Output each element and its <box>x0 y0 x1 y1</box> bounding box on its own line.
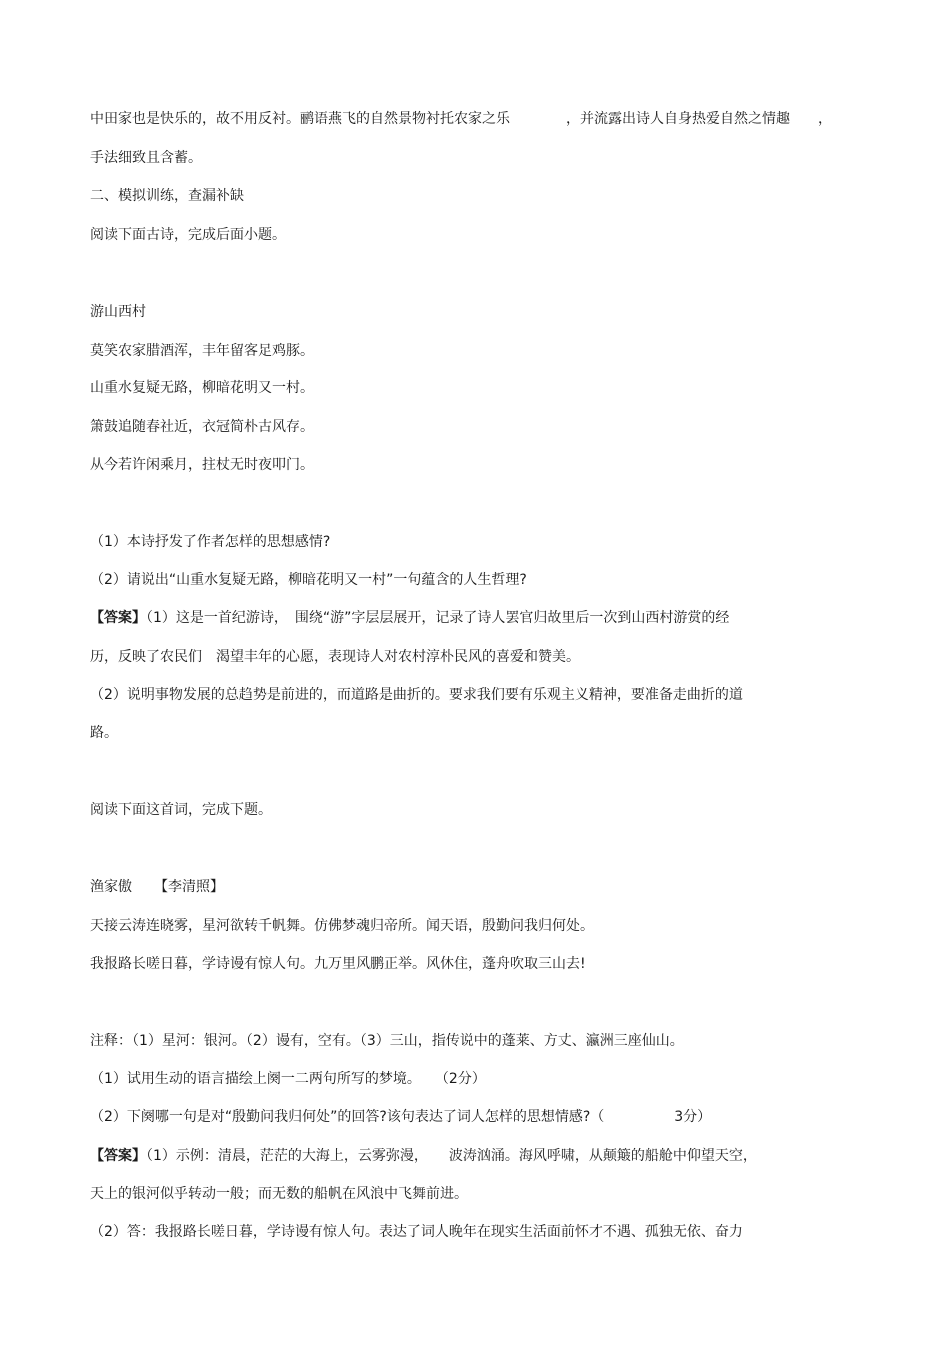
ci-line: 我报路长嗟日暮，学诗谩有惊人句。九万里风鹏正举。风休住，蓬舟吹取三山去! <box>90 956 586 972</box>
answer-line: 路。 <box>90 725 118 741</box>
question: （1）本诗抒发了作者怎样的思想感情? <box>90 534 331 550</box>
instruction: 阅读下面这首词，完成下题。 <box>90 802 272 818</box>
answer-label: 【答案】 <box>90 1148 146 1164</box>
answer-line: 历，反映了农民们 渴望丰年的心愿，表现诗人对农村淳朴民风的喜爱和赞美。 <box>90 649 580 665</box>
text-line: 中田家也是快乐的，故不用反衬。鹂语燕飞的自然景物衬托农家之乐 ，并流露出诗人自身热爱自然之情趣 ， <box>90 111 832 127</box>
ci-line: 天接云涛连晓雾，星河欲转千帆舞。仿佛梦魂归帝所。闻天语，殷勤问我归何处。 <box>90 918 594 934</box>
answer-line: 天上的银河似乎转动一般；而无数的船帆在风浪中飞舞前进。 <box>90 1186 468 1202</box>
answer-line <box>90 609 729 627</box>
answer-label: 【答案】 <box>90 610 146 626</box>
poem-line: 莫笑农家腊酒浑，丰年留客足鸡豚。 <box>90 343 314 359</box>
answer-text: （1）示例：清晨，茫茫的大海上，云雾弥漫， 波涛汹涌。海风呼啸，从颠簸的船舱中仰望天空， <box>146 1148 757 1164</box>
text-line: 手法细致且含蓄。 <box>90 150 202 166</box>
question: （2）下阕哪一句是对“殷勤问我归何处”的回答?该句表达了词人怎样的思想情感?（ 3分） <box>90 1109 712 1125</box>
poem-line: 从今若许闲乘月，拄杖无时夜叩门。 <box>90 457 314 473</box>
answer-line: （2）答：我报路长嗟日暮，学诗谩有惊人句。表达了词人晚年在现实生活面前怀才不遇、孤独无依、奋力 <box>90 1224 743 1240</box>
poem-title: 游山西村 <box>90 304 146 320</box>
question: （1）试用生动的语言描绘上阕一二两句所写的梦境。 （2分） <box>90 1071 486 1087</box>
ci-title <box>90 878 224 896</box>
ci-name: 渔家傲 <box>90 879 132 895</box>
answer-line <box>90 1147 757 1165</box>
instruction: 阅读下面古诗，完成后面小题。 <box>90 227 286 243</box>
answer-text: （1）这是一首纪游诗， 围绕“游”字层层展开，记录了诗人罢官归故里后一次到山西村游赏的经 <box>146 610 730 626</box>
poem-line: 箫鼓追随春社近，衣冠简朴古风存。 <box>90 419 314 435</box>
section-heading: 二、模拟训练，查漏补缺 <box>90 188 244 204</box>
notes: 注释：（1）星河：银河。（2）谩有，空有。（3）三山，指传说中的蓬莱、方丈、瀛洲三座仙山。 <box>90 1033 684 1049</box>
poem-line: 山重水复疑无路，柳暗花明又一村。 <box>90 380 314 396</box>
question: （2）请说出“山重水复疑无路，柳暗花明又一村”一句蕴含的人生哲理? <box>90 572 527 588</box>
answer-line: （2）说明事物发展的总趋势是前进的，而道路是曲折的。要求我们要有乐观主义精神，要准备走曲折的道 <box>90 687 743 703</box>
ci-author: 【李清照】 <box>154 879 224 895</box>
